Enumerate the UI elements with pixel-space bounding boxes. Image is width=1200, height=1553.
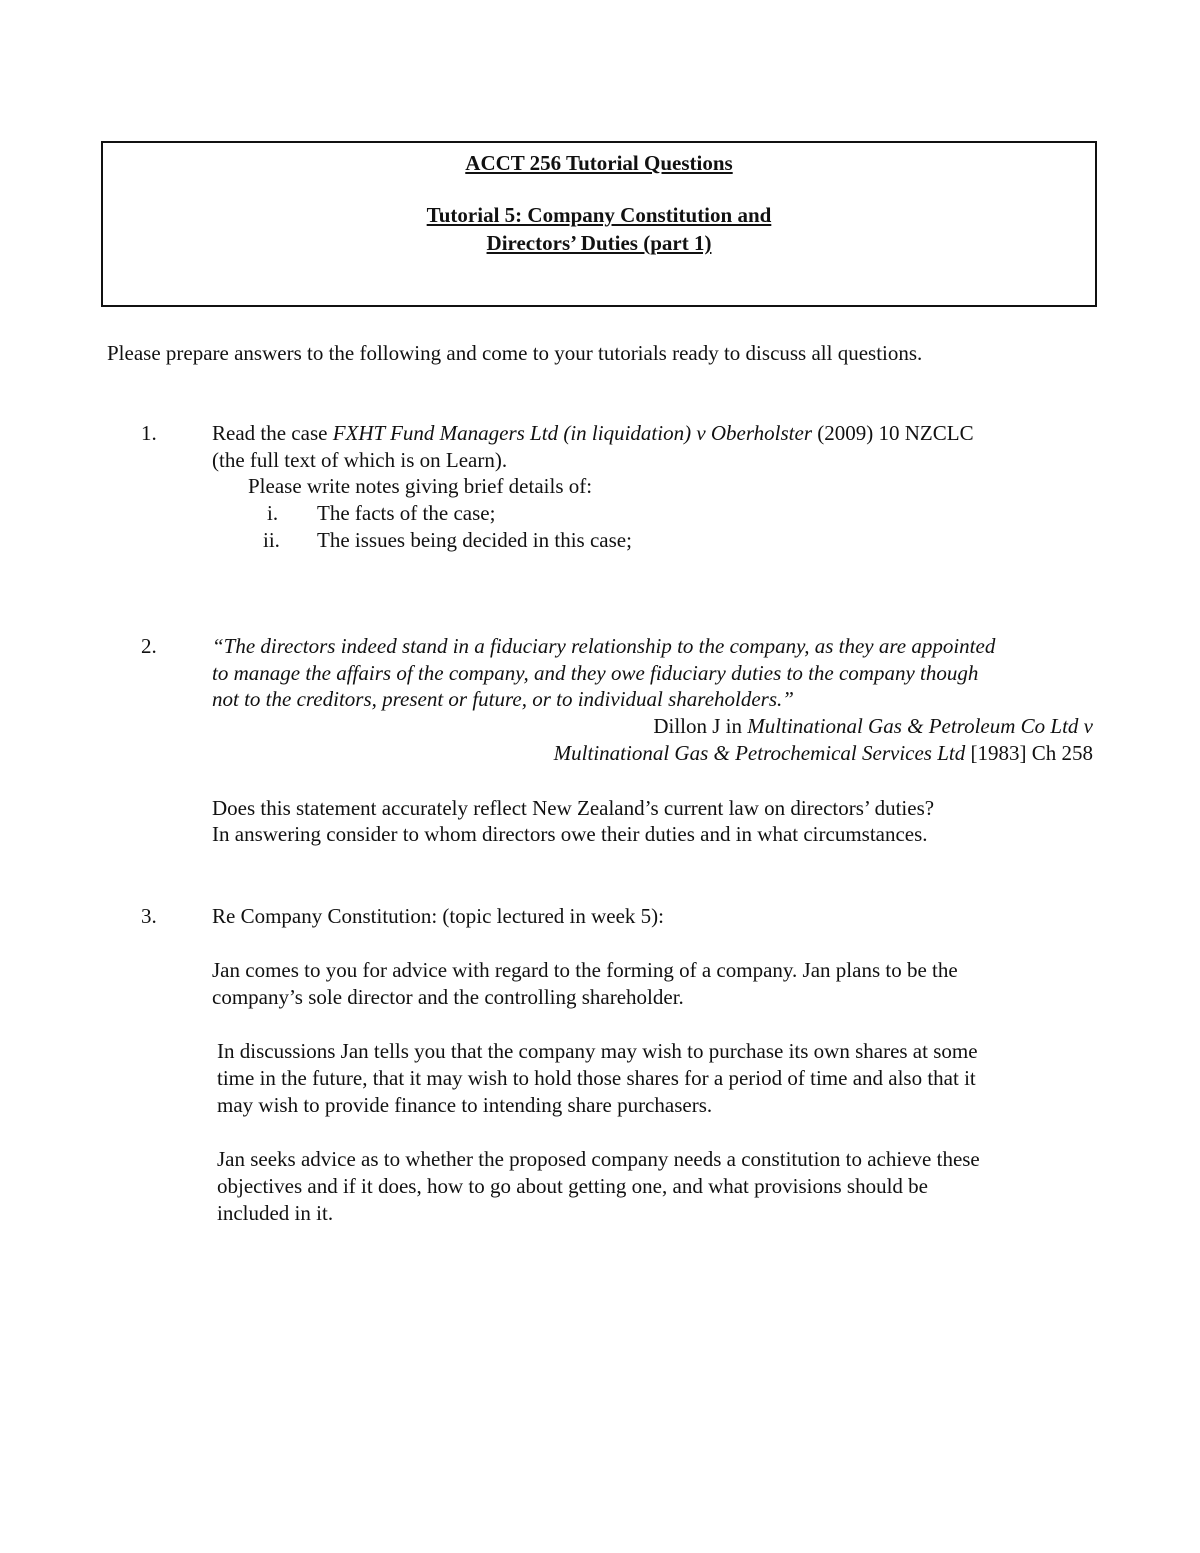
question-1-item-2: The issues being decided in this case; [317,528,632,552]
question-1-item-1: The facts of the case; [317,501,496,525]
title-box [101,141,1097,307]
question-2-quote-line-2: to manage the affairs of the company, and they owe fiduciary duties to the company though [212,661,979,685]
question-2-text-line-2: In answering consider to whom directors owe their duties and in what circumstances. [212,822,928,846]
question-1-lead: Read the case [212,421,333,445]
question-2-number: 2. [141,634,157,658]
question-1-line-1 [212,420,974,446]
question-2-text-line-1: Does this statement accurately reflect New Zealand’s current law on directors’ duties? [212,796,935,820]
tutorial-title-line-1: Tutorial 5: Company Constitution and [426,203,772,227]
question-1-case-name: FXHT Fund Managers Ltd (in liquidation) v Oberholster [332,421,813,445]
question-1-item-marker-2: ii. [263,528,280,552]
question-1-item-marker-1: i. [267,501,279,525]
tutorial-title-line-2: Directors’ Duties (part 1) [486,231,712,255]
question-3-para-1-line-1: Jan comes to you for advice with regard to the forming of a company. Jan plans to be the [212,958,958,982]
question-1-number: 1. [141,421,157,445]
question-2-quote-line-1: “The directors indeed stand in a fiduciary relationship to the company, as they are appointed [212,634,996,658]
course-title: ACCT 256 Tutorial Questions [465,151,733,175]
question-3-para-3-line-3: included in it. [217,1201,334,1225]
attribution-prefix: Dillon J in [653,714,748,738]
question-3-heading: Re Company Constitution: (topic lectured in week 5): [212,904,665,928]
question-3-para-3-line-1: Jan seeks advice as to whether the proposed company needs a constitution to achieve these [217,1147,980,1171]
question-2-quote-line-3: not to the creditors, present or future, or to individual shareholders.” [212,687,794,711]
question-3-para-3-line-2: objectives and if it does, how to go about getting one, and what provisions should be [217,1174,928,1198]
attribution-suffix: [1983] Ch 258 [965,741,1093,765]
question-3-para-2-line-3: may wish to provide finance to intending share purchasers. [217,1093,713,1117]
question-3-para-2-line-1: In discussions Jan tells you that the company may wish to purchase its own shares at some [217,1039,978,1063]
attribution-case-1: Multinational Gas & Petroleum Co Ltd v [747,714,1093,738]
intro-text: Please prepare answers to the following and come to your tutorials ready to discuss all questions. [107,341,923,365]
question-3-para-2-line-2: time in the future, that it may wish to hold those shares for a period of time and also that it [217,1066,976,1090]
question-3-para-1-line-2: company’s sole director and the controlling shareholder. [212,985,684,1009]
question-2-attribution-line-2 [554,740,1093,766]
question-1-line-2: (the full text of which is on Learn). [212,448,508,472]
question-2-attribution-line-1 [653,713,1093,739]
question-3-number: 3. [141,904,157,928]
attribution-case-2: Multinational Gas & Petrochemical Services Ltd [553,741,966,765]
question-1-citation: (2009) 10 NZCLC [812,421,974,445]
question-1-instruction: Please write notes giving brief details of: [248,474,593,498]
